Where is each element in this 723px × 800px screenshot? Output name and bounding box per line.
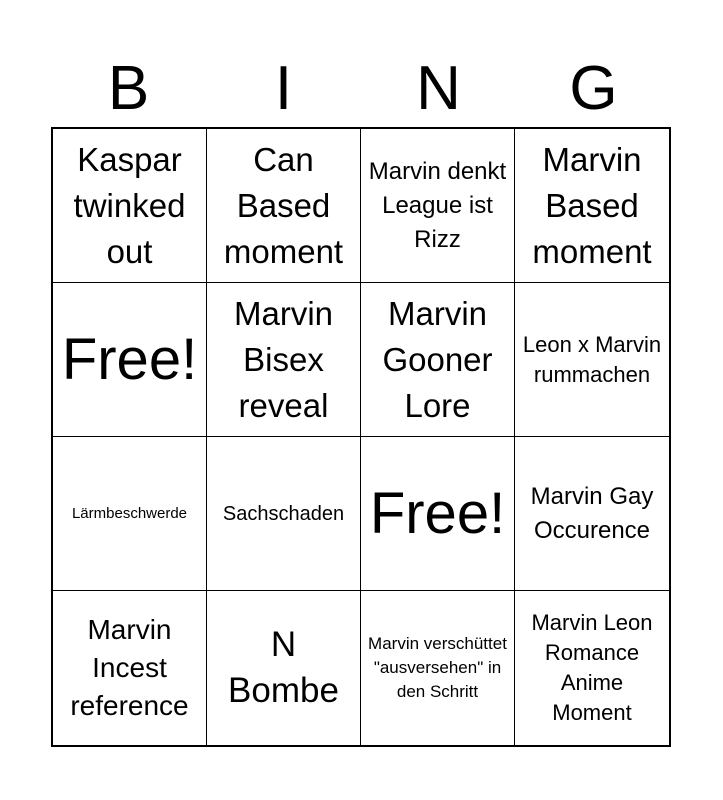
cell-text: Leon x Marvin rummachen bbox=[522, 331, 662, 387]
bingo-cell[interactable] bbox=[207, 129, 361, 283]
bingo-cell[interactable] bbox=[515, 283, 669, 437]
bingo-cell[interactable] bbox=[361, 283, 515, 437]
cell-text: Marvin denkt League ist Rizz bbox=[368, 157, 507, 253]
header-letter-g: G bbox=[569, 54, 618, 123]
cell-free-text: Free! bbox=[61, 326, 198, 392]
cell-free-text: Free! bbox=[369, 480, 506, 546]
bingo-grid bbox=[51, 127, 671, 747]
cell-text: Marvin Based moment bbox=[532, 140, 652, 270]
cell-text: Marvin Leon Romance Anime Moment bbox=[531, 610, 653, 725]
cell-text: Marvin Incest reference bbox=[70, 614, 189, 721]
bingo-cell[interactable] bbox=[515, 129, 669, 283]
bingo-cell[interactable] bbox=[515, 437, 669, 591]
bingo-cell[interactable] bbox=[53, 591, 207, 745]
cell-text: Can Based moment bbox=[223, 140, 344, 270]
cell-text: Marvin Bisex reveal bbox=[233, 294, 334, 424]
header-letter-n: N bbox=[416, 54, 461, 123]
bingo-cell[interactable] bbox=[53, 283, 207, 437]
bingo-cell[interactable] bbox=[207, 437, 361, 591]
cell-text: N Bombe bbox=[228, 625, 339, 710]
cell-text: Kaspar twinked out bbox=[73, 140, 186, 270]
bingo-header bbox=[51, 52, 671, 126]
cell-text: Marvin verschüttet "ausversehen" in den Schritt bbox=[368, 634, 507, 701]
cell-text: Lärmbeschwerde bbox=[71, 504, 188, 522]
cell-text: Sachschaden bbox=[222, 502, 345, 525]
header-letter-b: B bbox=[107, 54, 150, 123]
bingo-cell[interactable] bbox=[53, 129, 207, 283]
cell-text: Marvin Gooner Lore bbox=[382, 294, 493, 424]
cell-text: Marvin Gay Occurence bbox=[530, 482, 654, 544]
bingo-cell[interactable] bbox=[515, 591, 669, 745]
header-letter-i: I bbox=[274, 54, 293, 123]
bingo-cell[interactable] bbox=[53, 437, 207, 591]
bingo-cell[interactable] bbox=[361, 591, 515, 745]
bingo-cell[interactable] bbox=[361, 437, 515, 591]
bingo-cell[interactable] bbox=[207, 283, 361, 437]
bingo-cell[interactable] bbox=[207, 591, 361, 745]
bingo-cell[interactable] bbox=[361, 129, 515, 283]
